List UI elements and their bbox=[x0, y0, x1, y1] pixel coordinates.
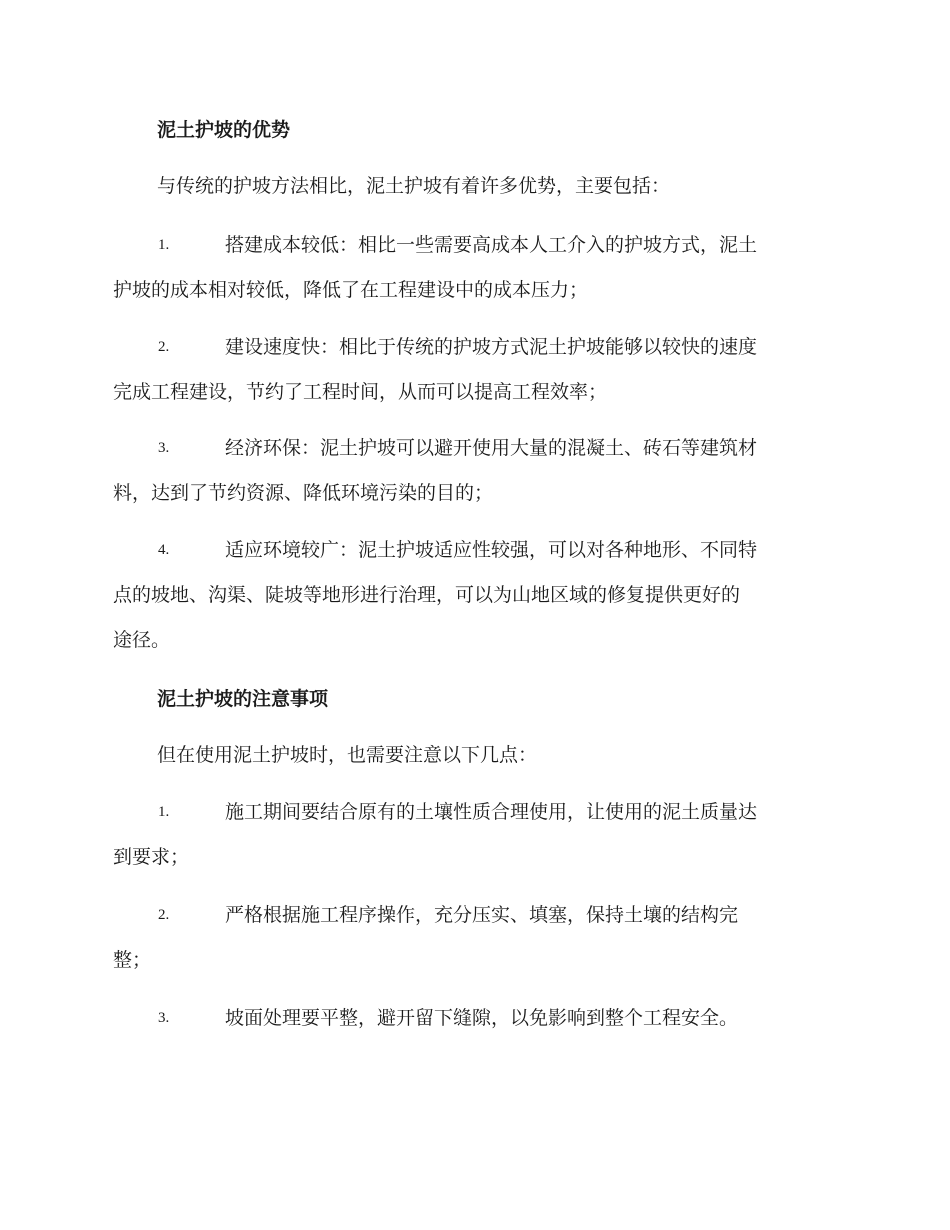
list-item-text: 料，达到了节约资源、降低环境污染的目的； bbox=[113, 482, 494, 504]
list-item-text: 建设速度快：相比于传统的护坡方式泥土护坡能够以较快的速度 bbox=[225, 336, 758, 358]
list-item-text: 施工期间要结合原有的土壤性质合理使用，让使用的泥土质量达 bbox=[225, 801, 758, 823]
list-item-text: 完成工程建设，节约了工程时间，从而可以提高工程效率； bbox=[113, 381, 608, 403]
intro-paragraph-advantages: 与传统的护坡方法相比，泥土护坡有着许多优势，主要包括： bbox=[157, 175, 671, 197]
list-number: 1. bbox=[158, 804, 170, 820]
list-item-text: 严格根据施工程序操作，充分压实、填塞，保持土壤的结构完 bbox=[225, 904, 739, 926]
list-item-text: 点的坡地、沟渠、陡坡等地形进行治理，可以为山地区域的修复提供更好的 bbox=[113, 584, 741, 606]
list-item-text: 适应环境较广：泥土护坡适应性较强，可以对各种地形、不同特 bbox=[225, 539, 758, 561]
list-number: 2. bbox=[158, 339, 170, 355]
list-item-text: 护坡的成本相对较低，降低了在工程建设中的成本压力； bbox=[113, 279, 589, 301]
list-item-text: 经济环保：泥土护坡可以避开使用大量的混凝土、砖石等建筑材 bbox=[225, 437, 758, 459]
list-number: 1. bbox=[158, 237, 170, 253]
section-heading-precautions: 泥土护坡的注意事项 bbox=[157, 688, 329, 710]
list-number: 3. bbox=[158, 440, 170, 456]
list-item-text: 搭建成本较低：相比一些需要高成本人工介入的护坡方式，泥土 bbox=[225, 234, 758, 256]
intro-paragraph-precautions: 但在使用泥土护坡时，也需要注意以下几点： bbox=[157, 744, 538, 766]
list-item-text: 坡面处理要平整，避开留下缝隙，以免影响到整个工程安全。 bbox=[225, 1007, 739, 1029]
section-heading-advantages: 泥土护坡的优势 bbox=[157, 119, 291, 141]
list-item-text: 整； bbox=[113, 949, 152, 971]
list-item-text: 到要求； bbox=[113, 846, 190, 868]
list-number: 2. bbox=[158, 907, 170, 923]
list-number: 3. bbox=[158, 1010, 170, 1026]
list-item-text: 途径。 bbox=[113, 629, 171, 651]
list-number: 4. bbox=[158, 542, 170, 558]
